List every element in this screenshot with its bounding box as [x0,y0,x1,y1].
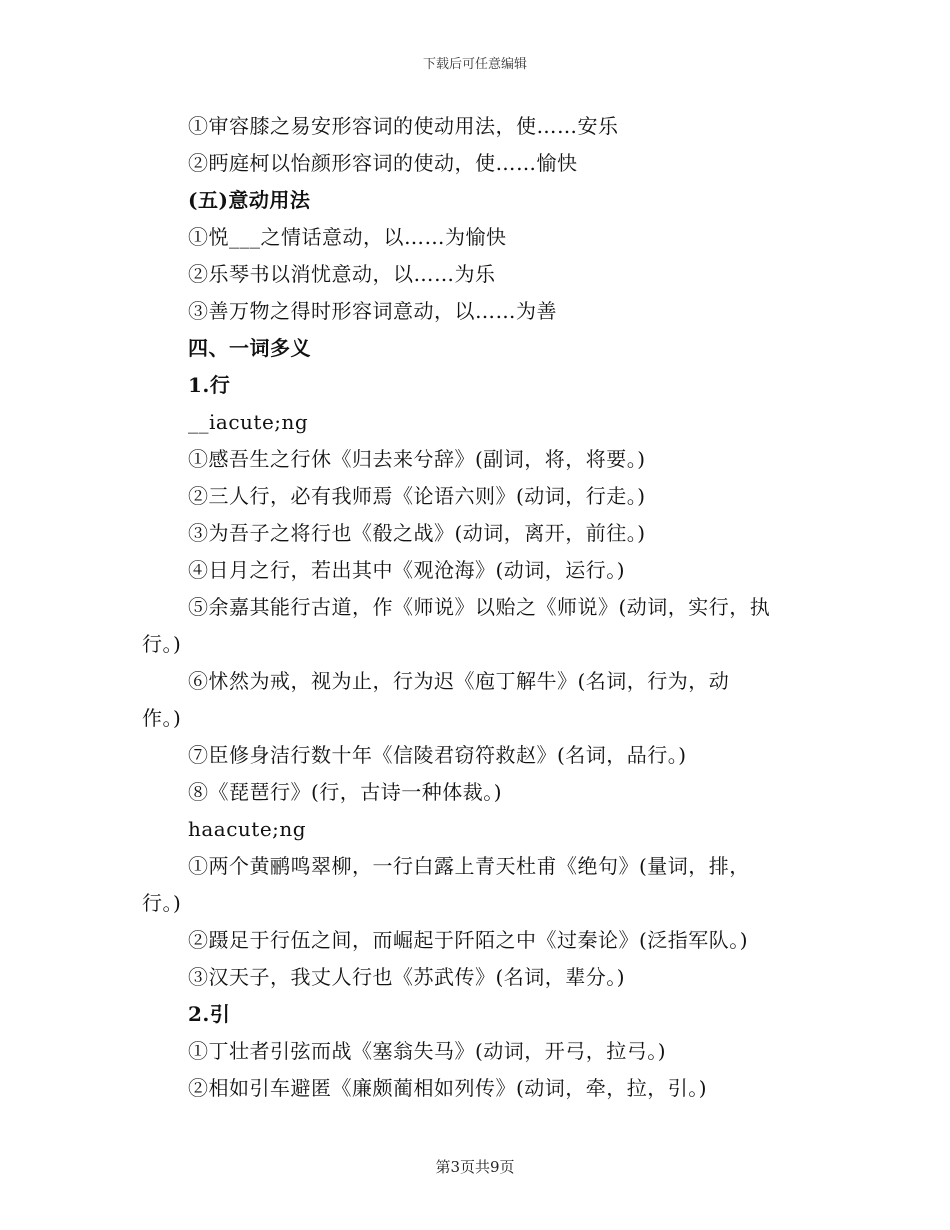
text-line: ②相如引车避匿《廉颇蔺相如列传》(动词，牵，拉，引。) [188,1076,708,1100]
wrapped-paragraph [142,589,822,663]
text-line: ①审容膝之易安形容词的使动用法，使……安乐 [188,114,619,138]
wrapped-paragraph [142,663,822,737]
text-line: ②蹑足于行伍之间，而崛起于阡陌之中《过秦论》(泛指军队。) [188,928,749,952]
text-line: ③为吾子之将行也《殽之战》(动词，离开，前往。) [188,521,646,545]
page-header: 下载后可任意编辑 [422,57,527,72]
text-line-continuation: 作。) [142,706,182,730]
text-line: ②三人行，必有我师焉《论语六则》(动词，行走。) [188,484,646,508]
text-line-continuation: 行。) [142,891,182,915]
text-line-continuation: 行。) [142,632,182,656]
text-line: ⑦臣修身洁行数十年《信陵君窃符救赵》(名词，品行。) [188,743,687,767]
subsection-heading: 2.引 [188,1002,231,1026]
text-line: ⑧《琵琶行》(行，古诗一种体裁。) [188,780,503,804]
text-line: ③善万物之得时形容词意动，以……为善 [188,299,557,323]
pronunciation-line: __iacute;ng [188,410,309,434]
section-heading: 四、一词多义 [188,336,311,360]
text-line: ①两个黄鹂鸣翠柳，一行白露上青天杜甫《绝句》(量词，排， [188,854,750,878]
text-line: ①悦___之情话意动，以……为愉快 [188,225,507,249]
text-line: ⑥怵然为戒，视为止，行为迟《庖丁解牛》(名词，行为，动 [188,669,730,693]
page-footer: 第3页共9页 [435,1158,515,1176]
section-heading: (五)意动用法 [188,188,311,212]
text-line: ①丁壮者引弦而战《塞翁失马》(动词，开弓，拉弓。) [188,1039,667,1063]
document-body [142,108,822,1107]
pronunciation-line: haacute;ng [188,817,307,841]
text-line: ⑤余嘉其能行古道，作《师说》以贻之《师说》(动词，实行，执 [188,595,771,619]
text-line: ②眄庭柯以怡颜形容词的使动，使……愉快 [188,151,578,175]
text-line: ②乐琴书以消忧意动，以……为乐 [188,262,496,286]
subsection-heading: 1.行 [188,373,231,397]
text-line: ④日月之行，若出其中《观沧海》(动词，运行。) [188,558,626,582]
text-line: ①感吾生之行休《归去来兮辞》(副词，将，将要。) [188,447,646,471]
wrapped-paragraph [142,848,822,922]
text-line: ③汉天子，我丈人行也《苏武传》(名词，辈分。) [188,965,626,989]
